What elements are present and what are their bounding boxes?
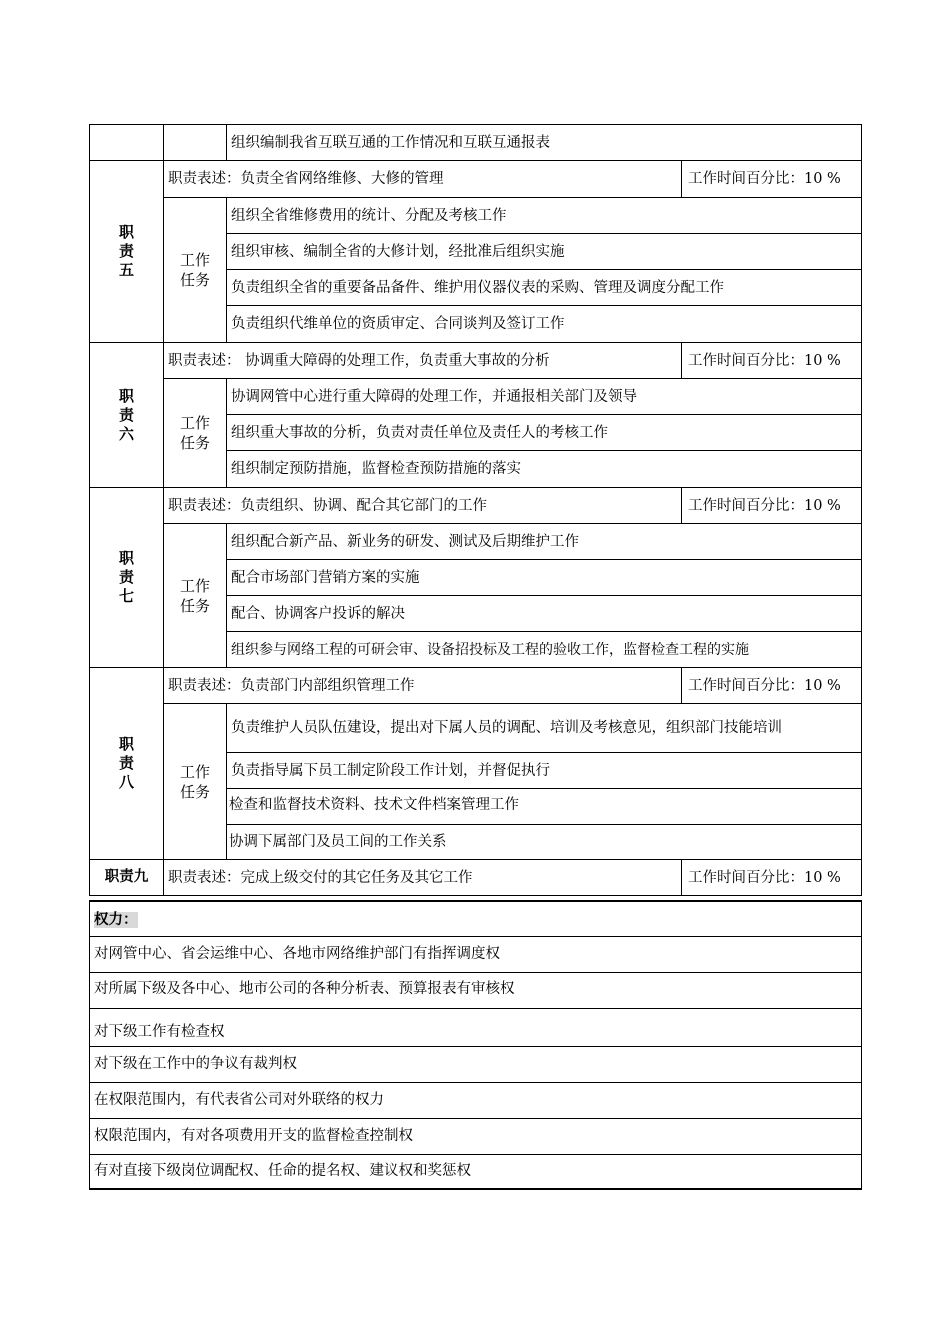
task-item: 协调下属部门及员工间的工作关系 xyxy=(227,825,862,860)
power-item: 有对直接下级岗位调配权、任命的提名权、建议权和奖惩权 xyxy=(90,1154,862,1189)
power-heading: 权力： xyxy=(90,901,862,936)
power-row xyxy=(90,1082,862,1118)
power-row xyxy=(90,936,862,972)
table-row xyxy=(90,524,862,560)
duty-five-statement-row xyxy=(90,161,862,198)
duty-table xyxy=(89,124,862,896)
task-item: 组织配合新产品、新业务的研发、测试及后期维护工作 xyxy=(227,524,862,560)
table-row xyxy=(90,198,862,234)
power-row xyxy=(90,1118,862,1154)
task-item: 组织审核、编制全省的大修计划，经批准后组织实施 xyxy=(227,234,862,270)
empty-cell xyxy=(164,125,227,161)
task-label: 工作 任务 xyxy=(164,704,227,860)
duty-six-statement-row xyxy=(90,343,862,379)
time-percentage: 工作时间百分比：10 % xyxy=(682,343,862,379)
duty-statement: 职责表述：负责全省网络维修、大修的管理 xyxy=(164,161,682,198)
table-row xyxy=(90,125,862,161)
power-row xyxy=(90,1154,862,1189)
task-item: 检查和监督技术资料、技术文件档案管理工作 xyxy=(227,789,862,825)
power-item: 权限范围内，有对各项费用开支的监督检查控制权 xyxy=(90,1118,862,1154)
power-item: 对下级工作有检查权 xyxy=(90,1008,862,1046)
time-percentage: 工作时间百分比：10 % xyxy=(682,488,862,524)
task-item: 组织制定预防措施，监督检查预防措施的落实 xyxy=(227,451,862,488)
task-item: 负责维护人员队伍建设，提出对下属人员的调配、培训及考核意见，组织部门技能培训 xyxy=(227,704,862,753)
task-item: 负责组织代维单位的资质审定、合同谈判及签订工作 xyxy=(227,306,862,343)
task-item: 负责组织全省的重要备品备件、维护用仪器仪表的采购、管理及调度分配工作 xyxy=(227,270,862,306)
time-percentage: 工作时间百分比：10 % xyxy=(682,161,862,198)
task-item: 组织全省维修费用的统计、分配及考核工作 xyxy=(227,198,862,234)
table-row xyxy=(90,379,862,415)
time-percentage: 工作时间百分比：10 % xyxy=(682,860,862,896)
time-percentage: 工作时间百分比：10 % xyxy=(682,668,862,704)
task-item: 组织参与网络工程的可研会审、设备招投标及工程的验收工作，监督检查工程的实施 xyxy=(227,632,862,668)
power-row xyxy=(90,1046,862,1082)
duty-seven-statement-row xyxy=(90,488,862,524)
table-row xyxy=(90,704,862,753)
power-row xyxy=(90,972,862,1008)
power-table xyxy=(89,900,862,1190)
task-item: 配合、协调客户投诉的解决 xyxy=(227,596,862,632)
empty-cell xyxy=(90,125,164,161)
task-label: 工作 任务 xyxy=(164,524,227,668)
task-label: 工作 任务 xyxy=(164,379,227,488)
duty-five-label: 职 责 五 xyxy=(90,161,164,343)
duty-eight-label: 职 责 八 xyxy=(90,668,164,860)
power-item: 在权限范围内，有代表省公司对外联络的权力 xyxy=(90,1082,862,1118)
power-item: 对下级在工作中的争议有裁判权 xyxy=(90,1046,862,1082)
task-item: 负责指导属下员工制定阶段工作计划，并督促执行 xyxy=(227,753,862,789)
duty-statement: 职责表述： 协调重大障碍的处理工作，负责重大事故的分析 xyxy=(164,343,682,379)
task-item: 协调网管中心进行重大障碍的处理工作，并通报相关部门及领导 xyxy=(227,379,862,415)
task-label: 工作 任务 xyxy=(164,198,227,343)
duty-eight-statement-row xyxy=(90,668,862,704)
task-item: 组织编制我省互联互通的工作情况和互联互通报表 xyxy=(227,125,862,161)
task-item: 配合市场部门营销方案的实施 xyxy=(227,560,862,596)
duty-nine-statement-row xyxy=(90,860,862,896)
power-row xyxy=(90,1008,862,1046)
duty-statement: 职责表述：完成上级交付的其它任务及其它工作 xyxy=(164,860,682,896)
power-item: 对网管中心、省会运维中心、各地市网络维护部门有指挥调度权 xyxy=(90,936,862,972)
duty-statement: 职责表述：负责组织、协调、配合其它部门的工作 xyxy=(164,488,682,524)
duty-seven-label: 职 责 七 xyxy=(90,488,164,668)
task-item: 组织重大事故的分析，负责对责任单位及责任人的考核工作 xyxy=(227,415,862,451)
power-heading-row xyxy=(90,901,862,936)
duty-statement: 职责表述：负责部门内部组织管理工作 xyxy=(164,668,682,704)
power-item: 对所属下级及各中心、地市公司的各种分析表、预算报表有审核权 xyxy=(90,972,862,1008)
duty-nine-label: 职责九 xyxy=(90,860,164,896)
duty-six-label: 职 责 六 xyxy=(90,343,164,488)
